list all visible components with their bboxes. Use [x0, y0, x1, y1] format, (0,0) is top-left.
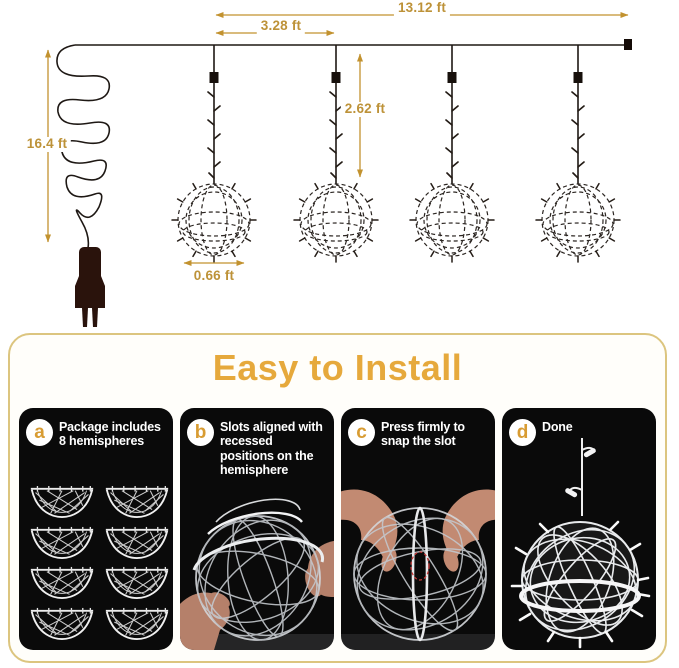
step-b-badge: b [187, 419, 214, 446]
step-panel-b [180, 408, 334, 650]
dim-label-ball-diameter: 0.66 ft [190, 269, 238, 284]
hand-icon [341, 490, 495, 574]
photo-hemispheres-aligning [180, 488, 334, 650]
photo-press-snap [341, 478, 495, 650]
step-a-caption: Package includes 8 hemispheres [59, 420, 161, 449]
hemisphere-icon [27, 566, 97, 600]
hemisphere-icon [102, 526, 172, 560]
dim-label-drop-length: 2.62 ft [341, 102, 389, 117]
section-title: Easy to Install [212, 347, 463, 388]
hemisphere-icon [27, 485, 97, 519]
step-d-caption: Done [542, 420, 573, 434]
light-ball-drop-1 [172, 45, 256, 262]
string-bulbs [564, 447, 596, 498]
photo-finished-ball [502, 438, 656, 650]
step-c-header [341, 408, 495, 449]
step-b-caption: Slots aligned with recessed positions on the hemisphere [220, 420, 323, 477]
light-ball-drop-3 [410, 45, 494, 262]
step-c-caption: Press firmly to snap the slot [381, 420, 465, 449]
step-a-header [19, 408, 173, 449]
hemisphere-icon [102, 566, 172, 600]
light-ball-drop-2 [294, 45, 378, 262]
step-b-header [180, 408, 334, 477]
install-section [8, 333, 667, 663]
light-ball-drop-4 [536, 45, 620, 262]
step-a-badge: a [26, 419, 53, 446]
step-panel-d [502, 408, 656, 650]
hemisphere-grid [27, 484, 165, 642]
step-panel-a [19, 408, 173, 650]
step-panel-c [341, 408, 495, 650]
step-panels [19, 408, 656, 650]
dim-label-spacing: 3.28 ft [257, 19, 305, 34]
power-plug-icon [75, 247, 105, 327]
dim-label-cord-length: 16.4 ft [23, 137, 71, 152]
step-d-header [502, 408, 656, 446]
step-c-badge: c [348, 419, 375, 446]
end-clip-icon [624, 39, 632, 50]
dim-label-total-width: 13.12 ft [394, 1, 450, 16]
hemisphere-icon [102, 485, 172, 519]
step-d-badge: d [509, 419, 536, 446]
vertical-seam [413, 508, 427, 640]
hemisphere-icon [102, 607, 172, 641]
hemisphere-icon [27, 607, 97, 641]
hemisphere-icon [27, 526, 97, 560]
